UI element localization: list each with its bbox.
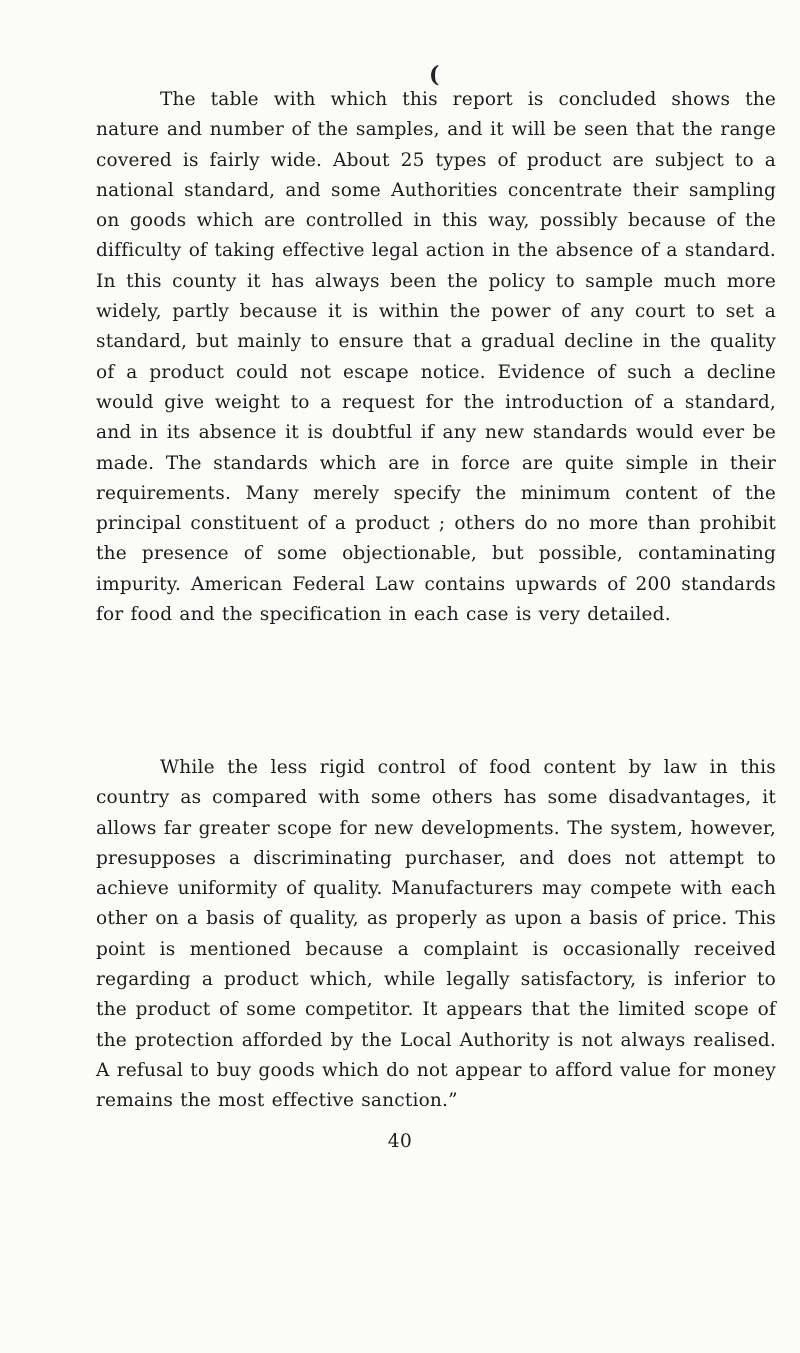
paragraph-2: While the less rigid control of food content by law in this country as compared with some others has some disadvantages, it allows far greater scope for new developments. The system, however, presupposes a discriminating purchaser, and does not attempt to achieve uniformity of quality. Manufacturers may compete with each other on a basis of quality, as properly as upon a basis of price. This point is mentioned because a complaint is occasionally received regarding a product which, while legally satisfactory, is inferior to the product of some competitor. It appears that the limited scope of the protection afforded by the Local Authority is not always realised. A refusal to buy goods which do not appear to afford value for money remains the most effective sanction.” [96, 757, 776, 1112]
paragraph-1: The table with which this report is concluded shows the nature and number of the samples, and it will be seen that the range covered is fairly wide. About 25 types of product are subject to a national standard, and some Authorities concentrate their sampling on goods which are controlled in this way, possibly because of the difficulty of taking effective legal action in the absence of a standard. In this county it has always been the policy to sample much more widely, partly because it is within the power of any court to set a standard, but mainly to ensure that a gradual decline in the quality of a product could not escape notice. Evidence of such a decline would give weight to a request for the introduction of a standard, and in its absence it is doubtful if any new standards would ever be made. The standards which are in force are quite simple in their requirements. Many merely specify the minimum content of the principal constituent of a product ; others do no more than prohibit the presence of some objectionable, but possible, contaminating impurity. American Federal Law contains upwards of 200 standards for food and the specification in each case is very detailed. [96, 89, 776, 626]
corner-mark: ( [429, 62, 440, 88]
page-number: 40 [387, 1131, 413, 1152]
